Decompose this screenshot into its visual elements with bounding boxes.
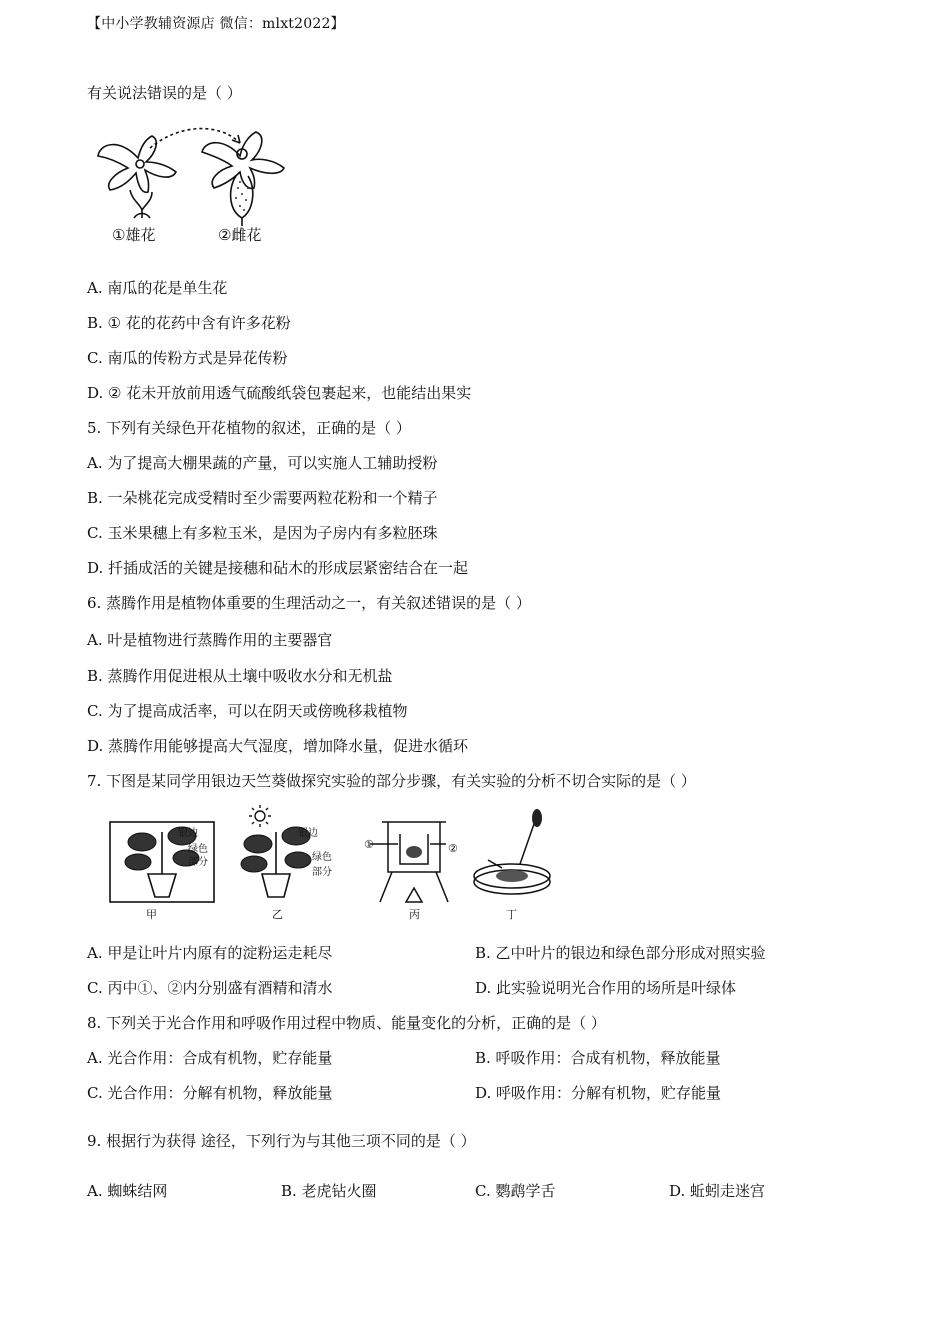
bing-label-c1: ① <box>364 838 374 851</box>
q9-stem: 9. 根据行为获得 途径，下列行为与其他三项不同的是（ ） <box>87 1132 476 1150</box>
q9-option-b: B. 老虎钻火圈 <box>281 1182 377 1200</box>
q4-option-d: D. ② 花未开放前用透气硫酸纸袋包裹起来，也能结出果实 <box>87 384 472 402</box>
q4-stem: 有关说法错误的是（ ） <box>87 84 242 102</box>
q7-experiment-figure <box>100 802 570 928</box>
jia-label-yinbian: 银边 <box>178 828 198 839</box>
q8-option-c: C. 光合作用：分解有机物，释放能量 <box>87 1084 333 1102</box>
yi-label-lvse: 绿色 <box>312 852 332 863</box>
male-flower-label: ①雄花 <box>112 226 156 244</box>
q6-option-b: B. 蒸腾作用促进根从土壤中吸收水分和无机盐 <box>87 667 393 685</box>
step-label-bing: 丙 <box>409 908 420 921</box>
q6-option-c: C. 为了提高成活率，可以在阴天或傍晚移栽植物 <box>87 702 408 720</box>
dropper-and-dish <box>474 824 550 894</box>
q8-option-a: A. 光合作用：合成有机物，贮存能量 <box>87 1049 333 1067</box>
q9-option-d: D. 蚯蚓走迷宫 <box>669 1182 766 1200</box>
q7-option-c: C. 丙中①、②内分别盛有酒精和清水 <box>87 979 333 997</box>
q7-option-d: D. 此实验说明光合作用的场所是叶绿体 <box>475 979 737 997</box>
q9-option-a: A. 蜘蛛结网 <box>87 1182 168 1200</box>
q4-option-b: B. ① 花的花药中含有许多花粉 <box>87 314 291 332</box>
step-label-ding: 丁 <box>506 908 517 921</box>
water-bath-apparatus <box>370 822 448 902</box>
q6-option-a: A. 叶是植物进行蒸腾作用的主要器官 <box>87 631 333 649</box>
q7-option-a: A. 甲是让叶片内原有的淀粉运走耗尽 <box>87 944 333 962</box>
q8-stem: 8. 下列关于光合作用和呼吸作用过程中物质、能量变化的分析，正确的是（ ） <box>87 1014 606 1032</box>
q7-option-b: B. 乙中叶片的银边和绿色部分形成对照实验 <box>475 944 766 962</box>
step-label-yi: 乙 <box>272 908 283 921</box>
q5-option-c: C. 玉米果穗上有多粒玉米，是因为子房内有多粒胚珠 <box>87 524 438 542</box>
q4-option-a: A. 南瓜的花是单生花 <box>87 279 228 297</box>
q4-option-c: C. 南瓜的传粉方式是异花传粉 <box>87 349 288 367</box>
female-flower-petals <box>202 132 284 188</box>
q9-option-c: C. 鹦鹉学舌 <box>475 1182 556 1200</box>
q5-option-b: B. 一朵桃花完成受精时至少需要两粒花粉和一个精子 <box>87 489 438 507</box>
q6-option-d: D. 蒸腾作用能够提高大气湿度，增加降水量，促进水循环 <box>87 737 469 755</box>
sun-icon <box>249 805 271 827</box>
step-label-jia: 甲 <box>146 908 157 921</box>
yi-label-bufen: 部分 <box>312 867 332 878</box>
page-header: 【中小学教辅资源店 微信：mlxt2022】 <box>87 16 345 32</box>
q8-option-d: D. 呼吸作用：分解有机物，贮存能量 <box>475 1084 722 1102</box>
q6-stem: 6. 蒸腾作用是植物体重要的生理活动之一，有关叙述错误的是（ ） <box>87 594 531 612</box>
jia-label-bufen: 部分 <box>188 857 208 868</box>
jia-label-lvse: 绿色 <box>188 844 208 855</box>
bing-label-c2: ② <box>448 842 458 855</box>
female-flower-label: ②雌花 <box>218 226 262 244</box>
q5-stem: 5. 下列有关绿色开花植物的叙述，正确的是（ ） <box>87 419 411 437</box>
q4-flower-figure <box>90 118 300 252</box>
q5-option-a: A. 为了提高大棚果蔬的产量，可以实施人工辅助授粉 <box>87 454 438 472</box>
q8-option-b: B. 呼吸作用：合成有机物，释放能量 <box>475 1049 721 1067</box>
yi-label-yinbian: 银边 <box>298 828 318 839</box>
q7-stem: 7. 下图是某同学用银边天竺葵做探究实验的部分步骤，有关实验的分析不切合实际的是（ ） <box>87 772 696 790</box>
male-flower-petals <box>98 136 176 192</box>
q5-option-d: D. 扦插成活的关键是接穗和砧木的形成层紧密结合在一起 <box>87 559 469 577</box>
